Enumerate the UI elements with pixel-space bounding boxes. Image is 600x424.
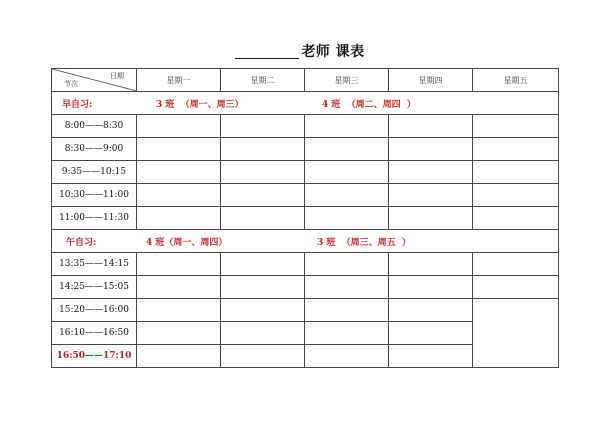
schedule-cell-thu[interactable] — [389, 207, 473, 230]
schedule-cell-wed[interactable] — [305, 322, 389, 345]
time-slot: 11:00——11:30 — [52, 207, 137, 230]
schedule-cell-thu[interactable] — [389, 253, 473, 276]
page-title — [0, 41, 600, 61]
afternoon-study-cell — [52, 230, 559, 253]
morning-study-cell — [52, 92, 559, 115]
time-slot: 9:35——10:15 — [52, 161, 137, 184]
schedule-cell-fri[interactable] — [473, 253, 559, 276]
teacher-name-blank[interactable] — [235, 44, 299, 59]
schedule-cell-tue[interactable] — [221, 299, 305, 322]
day-header-wed: 星期三 — [305, 69, 389, 92]
time-slot: 16:50——17:10 — [52, 345, 137, 368]
day-header-mon: 星期一 — [137, 69, 221, 92]
schedule-cell-mon[interactable] — [137, 299, 221, 322]
table-row — [52, 207, 559, 230]
schedule-cell-thu[interactable] — [389, 138, 473, 161]
schedule-cell-mon[interactable] — [137, 161, 221, 184]
schedule-cell-fri[interactable] — [473, 115, 559, 138]
morning-study-row — [52, 92, 559, 115]
schedule-cell-fri[interactable] — [473, 138, 559, 161]
time-slot: 16:10——16:50 — [52, 322, 137, 345]
schedule-cell-mon[interactable] — [137, 207, 221, 230]
schedule-cell-thu[interactable] — [389, 299, 473, 322]
schedule-cell-thu[interactable] — [389, 322, 473, 345]
schedule-cell-mon[interactable] — [137, 322, 221, 345]
schedule-cell-tue[interactable] — [221, 345, 305, 368]
schedule-cell-wed[interactable] — [305, 345, 389, 368]
schedule-cell-wed[interactable] — [305, 161, 389, 184]
morning-study-note-2: 4 班 （周二、周四 ） — [322, 100, 416, 110]
schedule-cell-wed[interactable] — [305, 253, 389, 276]
schedule-cell-wed[interactable] — [305, 138, 389, 161]
schedule-cell-tue[interactable] — [221, 138, 305, 161]
table-row — [52, 138, 559, 161]
schedule-cell-fri[interactable] — [473, 207, 559, 230]
schedule-cell-tue[interactable] — [221, 276, 305, 299]
header-row — [52, 69, 559, 92]
day-header-fri: 星期五 — [473, 69, 559, 92]
table-row — [52, 161, 559, 184]
schedule-cell-tue[interactable] — [221, 253, 305, 276]
schedule-cell-wed[interactable] — [305, 207, 389, 230]
schedule-cell-mon[interactable] — [137, 345, 221, 368]
schedule-cell-thu[interactable] — [389, 345, 473, 368]
schedule-cell-wed[interactable] — [305, 184, 389, 207]
schedule-cell-thu[interactable] — [389, 161, 473, 184]
day-header-tue: 星期二 — [221, 69, 305, 92]
schedule-cell-fri[interactable] — [473, 161, 559, 184]
time-slot: 15:20——16:00 — [52, 299, 137, 322]
afternoon-study-label: 午自习: — [66, 238, 97, 248]
afternoon-study-note-1: 4 班（周一、周四） — [146, 238, 228, 248]
schedule-cell-mon[interactable] — [137, 253, 221, 276]
corner-cell — [52, 69, 137, 92]
schedule-cell-mon[interactable] — [137, 276, 221, 299]
schedule-cell-wed[interactable] — [305, 299, 389, 322]
schedule-cell-fri[interactable] — [473, 184, 559, 207]
time-slot: 8:00——8:30 — [52, 115, 137, 138]
schedule-cell-thu[interactable] — [389, 115, 473, 138]
title-text: 老师 课表 — [301, 44, 365, 60]
day-header-thu: 星期四 — [389, 69, 473, 92]
schedule-cell-mon[interactable] — [137, 138, 221, 161]
time-slot: 8:30——9:00 — [52, 138, 137, 161]
afternoon-study-row — [52, 230, 559, 253]
table-row — [52, 253, 559, 276]
afternoon-study-note-2: 3 班 （周三、周五 ） — [317, 238, 411, 248]
schedule-cell-tue[interactable] — [221, 184, 305, 207]
schedule-cell-fri[interactable] — [473, 299, 559, 368]
schedule-table — [51, 68, 559, 368]
table-row — [52, 115, 559, 138]
schedule-cell-tue[interactable] — [221, 322, 305, 345]
table-row — [52, 184, 559, 207]
time-slot: 10:30——11:00 — [52, 184, 137, 207]
corner-label-period: 节次 — [64, 80, 78, 88]
table-row — [52, 276, 559, 299]
schedule-cell-mon[interactable] — [137, 115, 221, 138]
corner-label-date: 日期 — [110, 72, 124, 80]
schedule-cell-wed[interactable] — [305, 276, 389, 299]
schedule-cell-tue[interactable] — [221, 207, 305, 230]
table-row — [52, 299, 559, 322]
time-slot: 14:25——15:05 — [52, 276, 137, 299]
morning-study-note-1: 3 班 （周一、周三） — [156, 100, 244, 110]
schedule-cell-fri[interactable] — [473, 276, 559, 299]
schedule-cell-thu[interactable] — [389, 276, 473, 299]
time-slot: 13:35——14:15 — [52, 253, 137, 276]
schedule-cell-mon[interactable] — [137, 184, 221, 207]
morning-study-label: 早自习: — [62, 100, 93, 110]
schedule-cell-thu[interactable] — [389, 184, 473, 207]
schedule-cell-wed[interactable] — [305, 115, 389, 138]
schedule-cell-tue[interactable] — [221, 161, 305, 184]
schedule-cell-tue[interactable] — [221, 115, 305, 138]
